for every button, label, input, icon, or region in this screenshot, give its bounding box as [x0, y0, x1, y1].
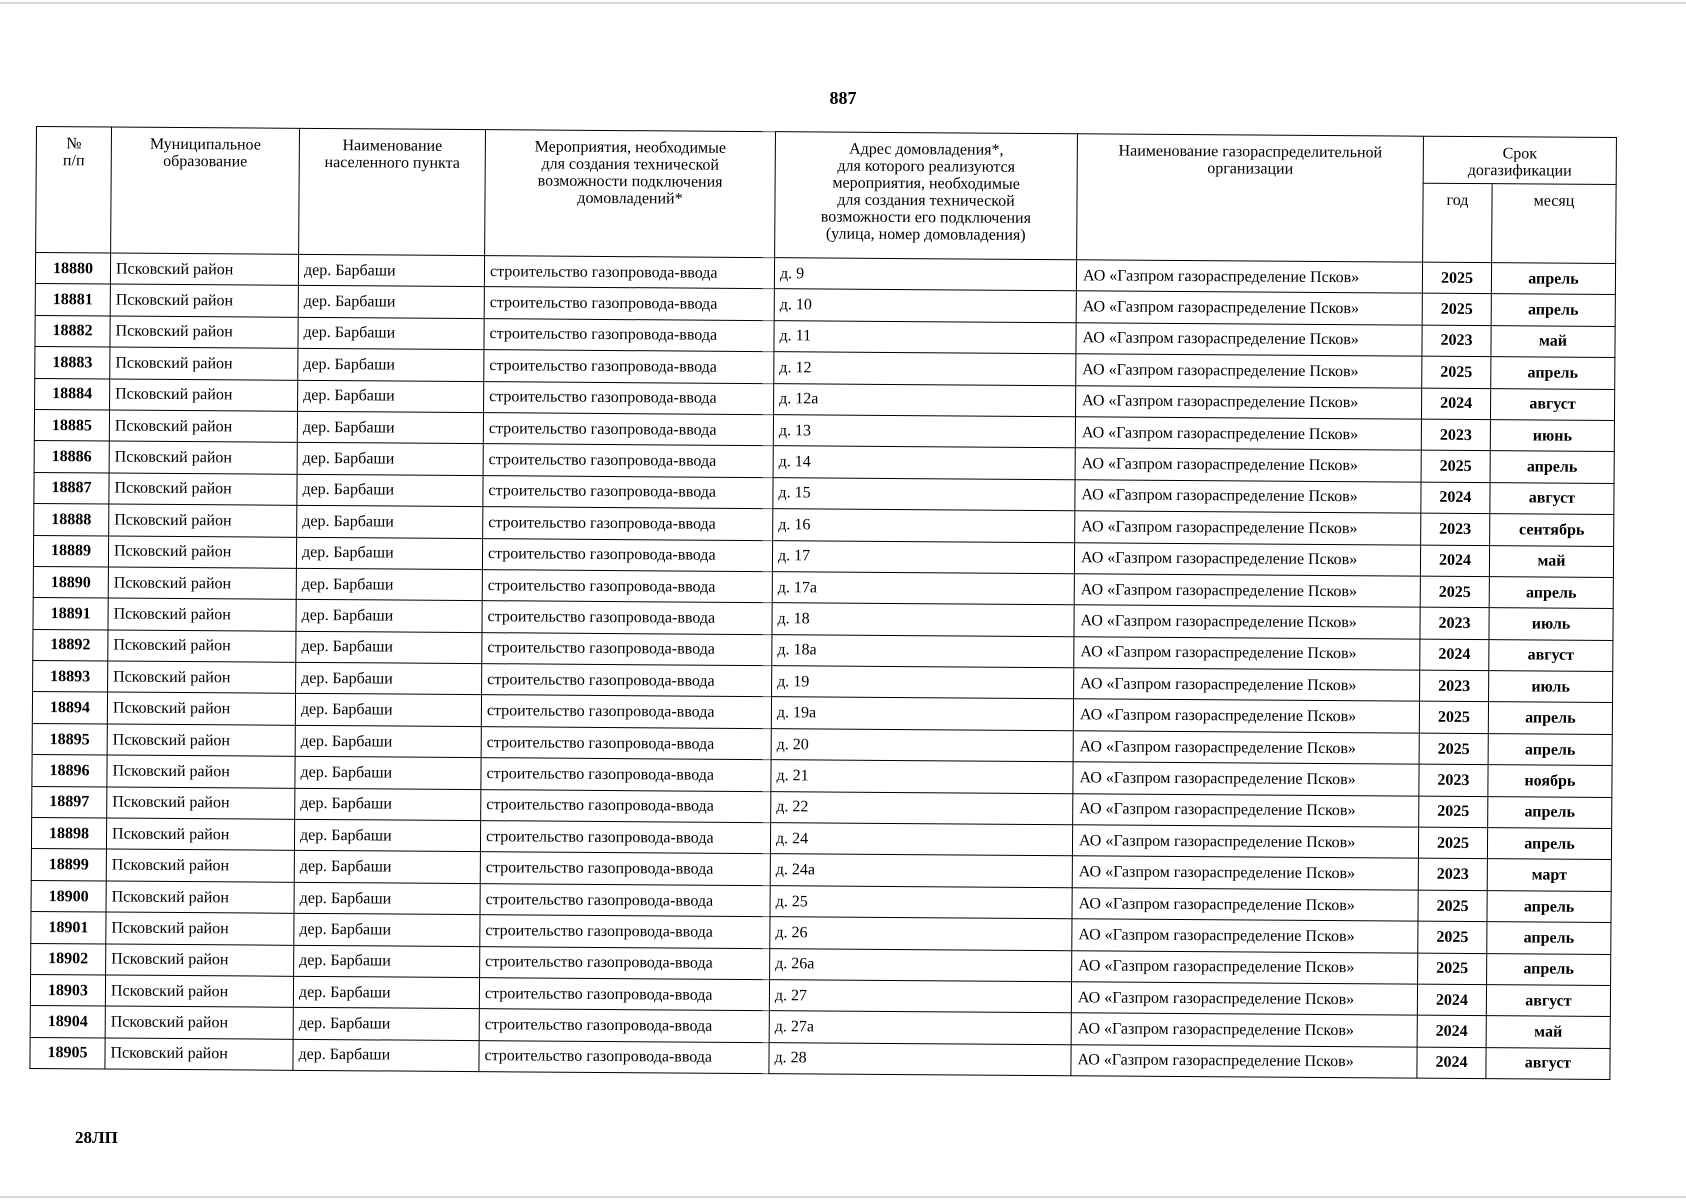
row-org: АО «Газпром газораспределение Псков»	[1076, 323, 1422, 357]
row-settlement: дер. Барбаши	[297, 505, 483, 538]
row-year: 2023	[1422, 325, 1491, 357]
row-year: 2024	[1420, 639, 1489, 671]
row-year: 2025	[1422, 294, 1491, 326]
row-org: АО «Газпром газораспределение Псков»	[1076, 260, 1422, 294]
row-year: 2024	[1417, 984, 1486, 1016]
row-address: д. 27	[769, 980, 1071, 1013]
row-municipality: Псковский район	[109, 441, 297, 474]
row-month: апрель	[1491, 263, 1615, 295]
row-month: июль	[1489, 608, 1613, 640]
row-num: 18894	[32, 692, 107, 724]
row-month: август	[1486, 1047, 1610, 1079]
scan-edge-top	[0, 2, 1686, 4]
row-municipality: Псковский район	[109, 473, 297, 506]
row-measure: строительство газопровода-ввода	[480, 883, 770, 916]
row-num: 18885	[34, 409, 109, 441]
row-measure: строительство газопровода-ввода	[479, 978, 769, 1011]
row-address: д. 9	[774, 258, 1076, 291]
header-term: Срок догазификации	[1423, 136, 1616, 184]
header-num: № п/п	[36, 127, 112, 254]
row-month: август	[1489, 639, 1613, 671]
row-month: июнь	[1490, 420, 1614, 452]
row-measure: строительство газопровода-ввода	[481, 695, 771, 728]
row-settlement: дер. Барбаши	[294, 819, 480, 852]
row-settlement: дер. Барбаши	[296, 537, 482, 570]
row-num: 18882	[35, 315, 110, 347]
row-address: д. 19а	[771, 697, 1073, 730]
row-num: 18899	[31, 849, 106, 881]
row-settlement: дер. Барбаши	[296, 600, 482, 633]
row-year: 2024	[1421, 388, 1490, 420]
row-num: 18890	[33, 566, 108, 598]
row-municipality: Псковский район	[108, 567, 296, 600]
row-measure: строительство газопровода-ввода	[484, 381, 774, 414]
row-measure: строительство газопровода-ввода	[483, 507, 773, 540]
row-num: 18881	[35, 284, 110, 316]
row-measure: строительство газопровода-ввода	[479, 1040, 769, 1073]
row-municipality: Псковский район	[110, 253, 298, 286]
row-org: АО «Газпром газораспределение Псков»	[1073, 793, 1419, 827]
row-measure: строительство газопровода-ввода	[482, 538, 772, 571]
row-num: 18905	[30, 1037, 105, 1069]
row-org: АО «Газпром газораспределение Псков»	[1074, 636, 1420, 670]
row-org: АО «Газпром газораспределение Псков»	[1075, 448, 1421, 482]
header-settlement: Наименование населенного пункта	[299, 128, 486, 255]
row-month: август	[1490, 388, 1614, 420]
row-org: АО «Газпром газораспределение Псков»	[1072, 856, 1418, 890]
row-num: 18893	[33, 661, 108, 693]
row-settlement: дер. Барбаши	[293, 976, 479, 1009]
row-month: ноябрь	[1488, 765, 1612, 797]
row-org: АО «Газпром газораспределение Псков»	[1071, 1013, 1417, 1047]
row-measure: строительство газопровода-ввода	[482, 601, 772, 634]
row-measure: строительство газопровода-ввода	[481, 758, 771, 791]
header-municipality: Муниципальное образование	[111, 127, 300, 254]
row-month: май	[1489, 545, 1613, 577]
row-num: 18892	[33, 629, 108, 661]
row-municipality: Псковский район	[108, 536, 296, 569]
row-org: АО «Газпром газораспределение Псков»	[1074, 605, 1420, 639]
row-num: 18901	[31, 912, 106, 944]
row-municipality: Псковский район	[110, 379, 298, 412]
row-municipality: Псковский район	[106, 818, 294, 851]
footer-code: 28ЛП	[75, 1128, 118, 1147]
row-org: АО «Газпром газораспределение Псков»	[1074, 574, 1420, 608]
row-org: АО «Газпром газораспределение Псков»	[1071, 982, 1417, 1016]
row-org: АО «Газпром газораспределение Псков»	[1071, 1045, 1417, 1079]
row-num: 18886	[34, 441, 109, 473]
row-address: д. 26а	[770, 948, 1072, 981]
row-num: 18887	[34, 472, 109, 504]
row-municipality: Псковский район	[107, 724, 295, 757]
row-measure: строительство газопровода-ввода	[483, 413, 773, 446]
row-measure: строительство газопровода-ввода	[484, 256, 774, 289]
row-measure: строительство газопровода-ввода	[479, 1009, 769, 1042]
row-org: АО «Газпром газораспределение Псков»	[1074, 668, 1420, 702]
row-month: апрель	[1488, 702, 1612, 734]
row-address: д. 22	[771, 791, 1073, 824]
row-settlement: дер. Барбаши	[296, 568, 482, 601]
row-year: 2025	[1422, 356, 1491, 388]
row-measure: строительство газопровода-ввода	[480, 852, 770, 885]
row-month: апрель	[1487, 828, 1611, 860]
row-settlement: дер. Барбаши	[295, 694, 481, 727]
row-address: д. 15	[773, 477, 1075, 510]
header-org: Наименование газораспределительной организации	[1077, 134, 1424, 262]
row-settlement: дер. Барбаши	[293, 1039, 479, 1072]
row-municipality: Псковский район	[107, 755, 295, 788]
row-measure: строительство газопровода-ввода	[480, 915, 770, 948]
row-month: август	[1486, 985, 1610, 1017]
row-month: апрель	[1487, 953, 1611, 985]
row-municipality: Псковский район	[106, 849, 294, 882]
header-address: Адрес домовладения*, для которого реализуются мероприятия, необходимые для создания технической возможности его подключения (улица, номер домовладения)	[775, 132, 1078, 260]
row-address: д. 17а	[772, 572, 1074, 605]
row-month: апрель	[1491, 357, 1615, 389]
row-settlement: дер. Барбаши	[296, 662, 482, 695]
row-address: д. 19	[772, 666, 1074, 699]
row-measure: строительство газопровода-ввода	[482, 632, 772, 665]
row-month: август	[1490, 482, 1614, 514]
row-year: 2025	[1420, 576, 1489, 608]
row-year: 2025	[1418, 953, 1487, 985]
row-year: 2025	[1422, 262, 1491, 294]
row-address: д. 24а	[770, 854, 1072, 887]
row-municipality: Псковский район	[106, 912, 294, 945]
row-org: АО «Газпром газораспределение Псков»	[1075, 417, 1421, 451]
row-address: д. 28	[769, 1042, 1071, 1075]
row-address: д. 12а	[774, 383, 1076, 416]
row-settlement: дер. Барбаши	[295, 757, 481, 790]
row-org: АО «Газпром газораспределение Псков»	[1073, 699, 1419, 733]
row-municipality: Псковский район	[105, 975, 293, 1008]
row-municipality: Псковский район	[109, 504, 297, 537]
header-year: год	[1423, 183, 1493, 262]
row-org: АО «Газпром газораспределение Псков»	[1075, 479, 1421, 513]
row-address: д. 27а	[769, 1011, 1071, 1044]
row-year: 2025	[1418, 827, 1487, 859]
row-address: д. 11	[774, 320, 1076, 353]
row-num: 18891	[33, 598, 108, 630]
row-org: АО «Газпром газораспределение Псков»	[1072, 825, 1418, 859]
row-month: апрель	[1490, 451, 1614, 483]
row-org: АО «Газпром газораспределение Псков»	[1073, 731, 1419, 765]
row-num: 18896	[32, 755, 107, 787]
row-measure: строительство газопровода-ввода	[480, 821, 770, 854]
row-month: апрель	[1489, 577, 1613, 609]
row-settlement: дер. Барбаши	[294, 945, 480, 978]
row-address: д. 21	[771, 760, 1073, 793]
row-address: д. 12	[774, 352, 1076, 385]
row-measure: строительство газопровода-ввода	[484, 287, 774, 320]
row-municipality: Псковский район	[108, 630, 296, 663]
row-num: 18895	[32, 723, 107, 755]
row-org: АО «Газпром газораспределение Псков»	[1074, 542, 1420, 576]
row-measure: строительство газопровода-ввода	[484, 350, 774, 383]
row-settlement: дер. Барбаши	[294, 851, 480, 884]
row-year: 2023	[1420, 670, 1489, 702]
row-municipality: Псковский район	[106, 881, 294, 914]
row-address: д. 10	[774, 289, 1076, 322]
row-year: 2025	[1419, 702, 1488, 734]
row-settlement: дер. Барбаши	[294, 914, 480, 947]
row-measure: строительство газопровода-ввода	[483, 444, 773, 477]
row-address: д. 20	[771, 729, 1073, 762]
scan-edge-bottom	[0, 1196, 1686, 1198]
row-num: 18889	[33, 535, 108, 567]
row-measure: строительство газопровода-ввода	[482, 570, 772, 603]
row-measure: строительство газопровода-ввода	[483, 475, 773, 508]
row-settlement: дер. Барбаши	[298, 380, 484, 413]
row-month: апрель	[1488, 734, 1612, 766]
row-num: 18900	[31, 880, 106, 912]
row-municipality: Псковский район	[106, 944, 294, 977]
row-year: 2023	[1418, 859, 1487, 891]
row-org: АО «Газпром газораспределение Псков»	[1072, 919, 1418, 953]
row-settlement: дер. Барбаши	[298, 349, 484, 382]
row-year: 2024	[1417, 1016, 1486, 1048]
row-month: апрель	[1491, 294, 1615, 326]
row-year: 2025	[1418, 921, 1487, 953]
row-num: 18903	[30, 974, 105, 1006]
row-address: д. 26	[770, 917, 1072, 950]
row-org: АО «Газпром газораспределение Псков»	[1075, 385, 1421, 419]
row-org: АО «Газпром газораспределение Псков»	[1073, 762, 1419, 796]
row-address: д. 16	[773, 509, 1075, 542]
row-address: д. 17	[772, 540, 1074, 573]
row-municipality: Псковский район	[109, 410, 297, 443]
row-settlement: дер. Барбаши	[297, 411, 483, 444]
row-num: 18898	[31, 818, 106, 850]
row-num: 18880	[35, 253, 110, 285]
row-year: 2023	[1420, 607, 1489, 639]
row-municipality: Псковский район	[105, 1038, 293, 1071]
row-year: 2025	[1418, 890, 1487, 922]
row-num: 18888	[34, 504, 109, 536]
row-municipality: Псковский район	[105, 1006, 293, 1039]
row-settlement: дер. Барбаши	[297, 443, 483, 476]
row-year: 2024	[1417, 1047, 1486, 1079]
row-month: июль	[1489, 671, 1613, 703]
row-measure: строительство газопровода-ввода	[482, 664, 772, 697]
row-year: 2025	[1419, 796, 1488, 828]
row-num: 18902	[31, 943, 106, 975]
row-org: АО «Газпром газораспределение Псков»	[1076, 354, 1422, 388]
row-num: 18897	[32, 786, 107, 818]
row-municipality: Псковский район	[107, 692, 295, 725]
row-municipality: Псковский район	[110, 347, 298, 380]
table-header	[36, 127, 1617, 264]
row-address: д. 25	[770, 885, 1072, 918]
row-month: апрель	[1488, 796, 1612, 828]
row-num: 18883	[35, 347, 110, 379]
row-month: сентябрь	[1490, 514, 1614, 546]
row-org: АО «Газпром газораспределение Псков»	[1072, 888, 1418, 922]
row-measure: строительство газопровода-ввода	[481, 789, 771, 822]
row-org: АО «Газпром газораспределение Псков»	[1072, 950, 1418, 984]
row-settlement: дер. Барбаши	[295, 788, 481, 821]
row-month: апрель	[1487, 922, 1611, 954]
row-municipality: Псковский район	[110, 316, 298, 349]
table-body	[30, 253, 1616, 1080]
row-measure: строительство газопровода-ввода	[480, 946, 770, 979]
header-month: месяц	[1492, 184, 1617, 264]
row-address: д. 18а	[772, 634, 1074, 667]
row-year: 2025	[1419, 733, 1488, 765]
row-year: 2025	[1421, 451, 1490, 483]
row-municipality: Псковский район	[108, 661, 296, 694]
row-address: д. 13	[773, 415, 1075, 448]
row-org: АО «Газпром газораспределение Псков»	[1076, 291, 1422, 325]
row-year: 2023	[1421, 419, 1490, 451]
row-month: май	[1486, 1016, 1610, 1048]
row-num: 18904	[30, 1006, 105, 1038]
row-municipality: Псковский район	[107, 787, 295, 820]
row-settlement: дер. Барбаши	[296, 631, 482, 664]
header-measures: Мероприятия, необходимые для создания технической возможности подключения домовладений*	[485, 130, 776, 258]
row-month: март	[1487, 859, 1611, 891]
row-month: апрель	[1487, 890, 1611, 922]
row-settlement: дер. Барбаши	[298, 317, 484, 350]
row-num: 18884	[35, 378, 110, 410]
row-year: 2023	[1421, 513, 1490, 545]
row-municipality: Псковский район	[110, 284, 298, 317]
row-settlement: дер. Барбаши	[298, 286, 484, 319]
row-address: д. 14	[773, 446, 1075, 479]
row-measure: строительство газопровода-ввода	[481, 726, 771, 759]
row-settlement: дер. Барбаши	[295, 725, 481, 758]
row-year: 2024	[1421, 482, 1490, 514]
row-municipality: Псковский район	[108, 598, 296, 631]
row-settlement: дер. Барбаши	[298, 254, 484, 287]
row-settlement: дер. Барбаши	[297, 474, 483, 507]
gasification-table	[29, 126, 1617, 1080]
page-number: 887	[829, 88, 857, 108]
row-address: д. 24	[770, 823, 1072, 856]
row-settlement: дер. Барбаши	[294, 882, 480, 915]
row-year: 2024	[1420, 545, 1489, 577]
row-settlement: дер. Барбаши	[293, 1008, 479, 1041]
row-month: май	[1491, 325, 1615, 357]
row-year: 2023	[1419, 764, 1488, 796]
row-measure: строительство газопровода-ввода	[484, 318, 774, 351]
row-address: д. 18	[772, 603, 1074, 636]
row-org: АО «Газпром газораспределение Псков»	[1075, 511, 1421, 545]
